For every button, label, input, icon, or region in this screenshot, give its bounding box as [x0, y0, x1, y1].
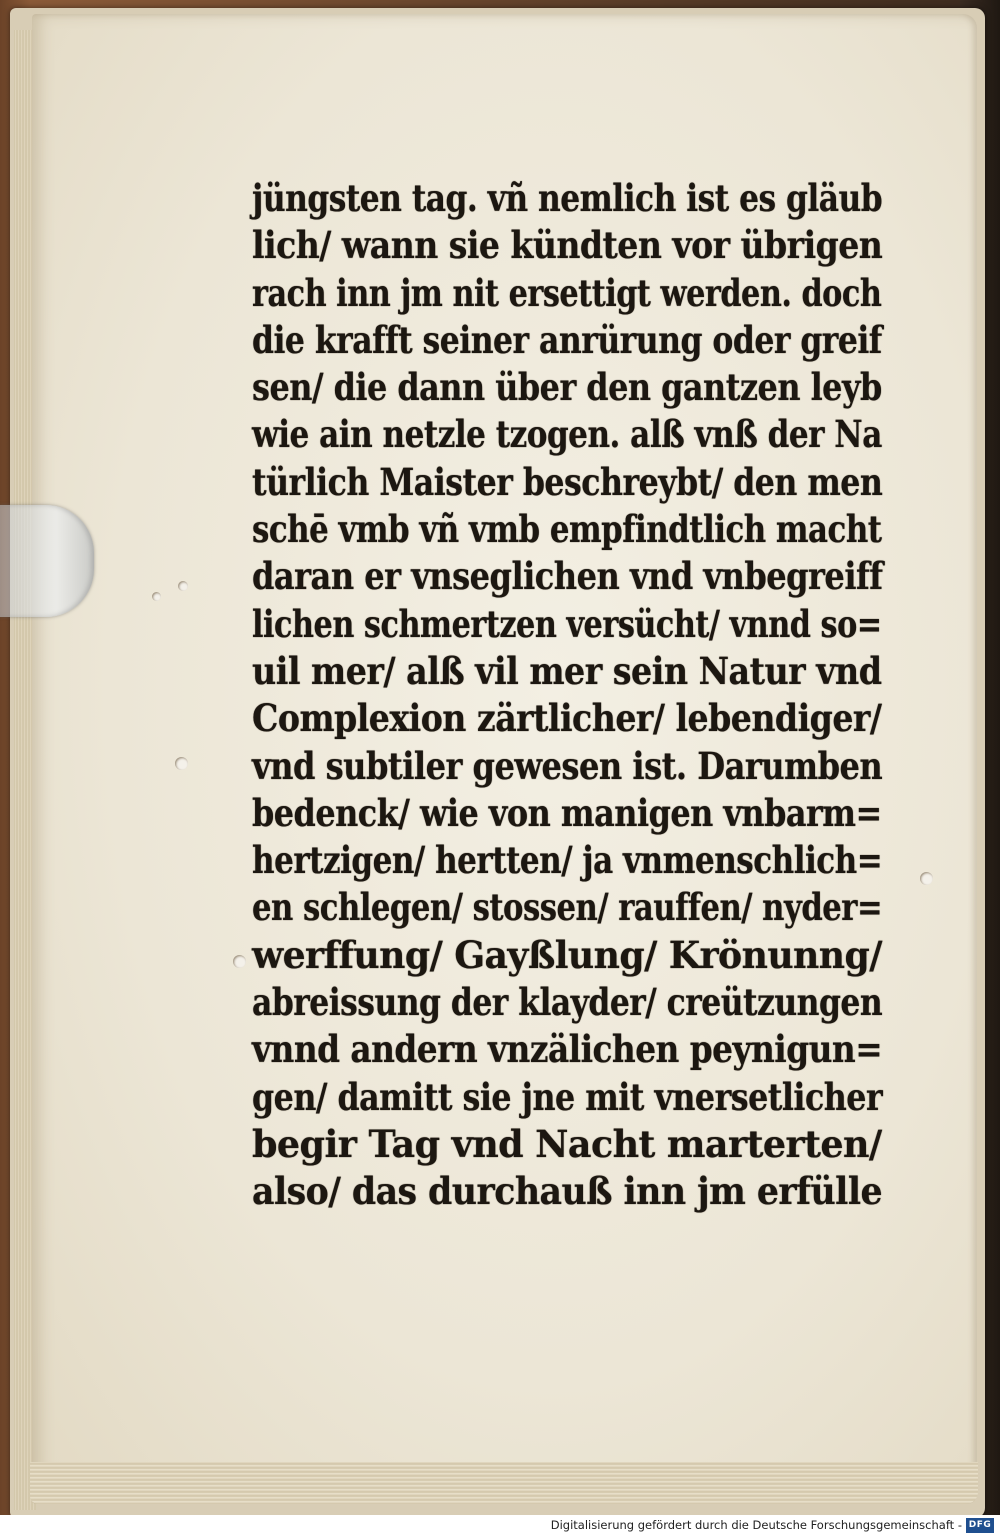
- text-line: rach inn jm nit ersettigt werden. doch: [252, 270, 882, 315]
- text-line: Complexion zärtlicher/ lebendiger/: [252, 696, 882, 741]
- text-line: schē vmb vñ vmb empfindtlich macht: [252, 507, 882, 552]
- text-line: begir Tag vnd Nacht marterten/: [252, 1121, 882, 1166]
- text-line: die krafft seiner anrürung oder greif: [252, 317, 882, 362]
- text-line: bedenck/ wie von manigen vnbarm=: [252, 790, 882, 835]
- page-clip: [0, 505, 94, 617]
- text-line: daran er vnseglichen vnd vnbegreiff: [252, 554, 883, 599]
- text-line: uil mer/ alß vil mer sein Natur vnd: [252, 648, 882, 693]
- worm-hole: [175, 757, 188, 770]
- text-line: vnnd andern vnzälichen peynigun=: [252, 1027, 883, 1072]
- funding-credit: Digitalisierung gefördert durch die Deutsche Forschungsgemeinschaft -: [550, 1518, 962, 1532]
- footer-bar: [0, 1515, 1000, 1537]
- worm-hole: [152, 592, 161, 601]
- text-line: en schlegen/ stossen/ rauffen/ nyder=: [252, 885, 883, 930]
- text-line: türlich Maister beschreybt/ den men: [252, 459, 883, 504]
- text-line: wie ain netzle tzogen. alß vnß der Na: [252, 412, 882, 457]
- text-line: werffung/ Gayßlung/ Krönunng/: [252, 932, 882, 977]
- dfg-logo: DFG: [966, 1518, 994, 1533]
- text-line: also/ das durchauß inn jm erfülle: [252, 1169, 882, 1214]
- text-line: vnd subtiler gewesen ist. Darumben: [252, 743, 883, 788]
- worm-hole: [178, 581, 188, 591]
- text-line: lich/ wann sie kündten vor übrigen: [252, 223, 883, 268]
- text-line: jüngsten tag. vñ nemlich ist es gläub: [252, 176, 883, 220]
- text-line: lichen schmertzen versücht/ vnnd so=: [252, 601, 882, 646]
- worm-hole: [233, 955, 246, 968]
- page-bottom-edges: [30, 1462, 978, 1504]
- worm-hole: [920, 872, 933, 885]
- text-line: sen/ die dann über den gantzen leyb: [252, 365, 882, 410]
- text-line: hertzigen/ hertten/ ja vnmenschlich=: [252, 838, 883, 883]
- text-line: gen/ damitt sie jne mit vnersetlicher: [252, 1074, 883, 1119]
- text-line: abreissung der klayder/ creützungen: [252, 980, 883, 1025]
- text-block: [252, 175, 892, 1216]
